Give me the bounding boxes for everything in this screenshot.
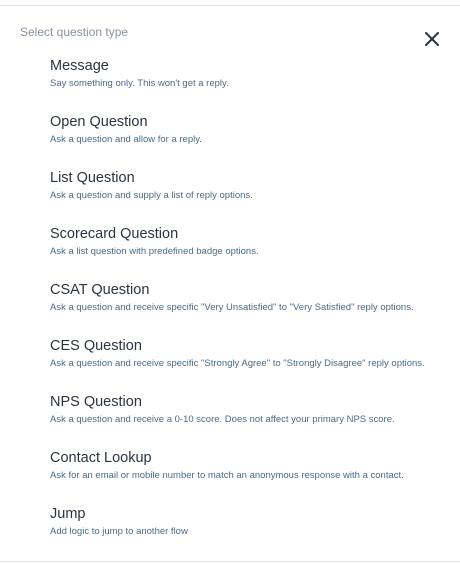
option-title: Open Question	[50, 114, 148, 130]
option-description: Ask a list question with predefined badge options.	[50, 246, 259, 257]
bottom-divider	[0, 561, 460, 562]
option-title: NPS Question	[50, 394, 142, 410]
option-jump[interactable]	[50, 505, 455, 561]
option-description: Ask a question and allow for a reply.	[50, 134, 202, 145]
option-description: Add logic to jump to another flow	[50, 526, 188, 537]
option-message[interactable]	[50, 57, 455, 113]
option-title: List Question	[50, 170, 135, 186]
option-list-question[interactable]	[50, 169, 455, 225]
option-ces-question[interactable]	[50, 337, 455, 393]
option-title: CSAT Question	[50, 282, 150, 298]
option-description: Ask a question and receive a 0-10 score. Does not affect your primary NPS score.	[50, 414, 395, 425]
option-contact-lookup[interactable]	[50, 449, 455, 505]
option-scorecard-question[interactable]	[50, 225, 455, 281]
option-csat-question[interactable]	[50, 281, 455, 337]
option-title: CES Question	[50, 338, 142, 354]
option-description: Say something only. This won't get a reply.	[50, 78, 229, 89]
top-divider	[0, 5, 460, 6]
option-title: Jump	[50, 506, 86, 522]
option-description: Ask for an email or mobile number to match an anonymous response with a contact.	[50, 470, 404, 481]
option-nps-question[interactable]	[50, 393, 455, 449]
option-description: Ask a question and supply a list of reply options.	[50, 190, 253, 201]
option-description: Ask a question and receive specific "Strongly Agree" to "Strongly Disagree" reply options.	[50, 358, 425, 369]
option-description: Ask a question and receive specific "Very Unsatisfied" to "Very Satisfied" reply options.	[50, 302, 414, 313]
question-type-list	[50, 57, 455, 561]
close-icon	[425, 32, 439, 46]
option-title: Scorecard Question	[50, 226, 179, 242]
option-open-question[interactable]	[50, 113, 455, 169]
dialog-header-label: Select question type	[20, 25, 129, 39]
option-title: Contact Lookup	[50, 450, 152, 466]
option-title: Message	[50, 58, 109, 74]
close-button[interactable]	[418, 26, 446, 52]
